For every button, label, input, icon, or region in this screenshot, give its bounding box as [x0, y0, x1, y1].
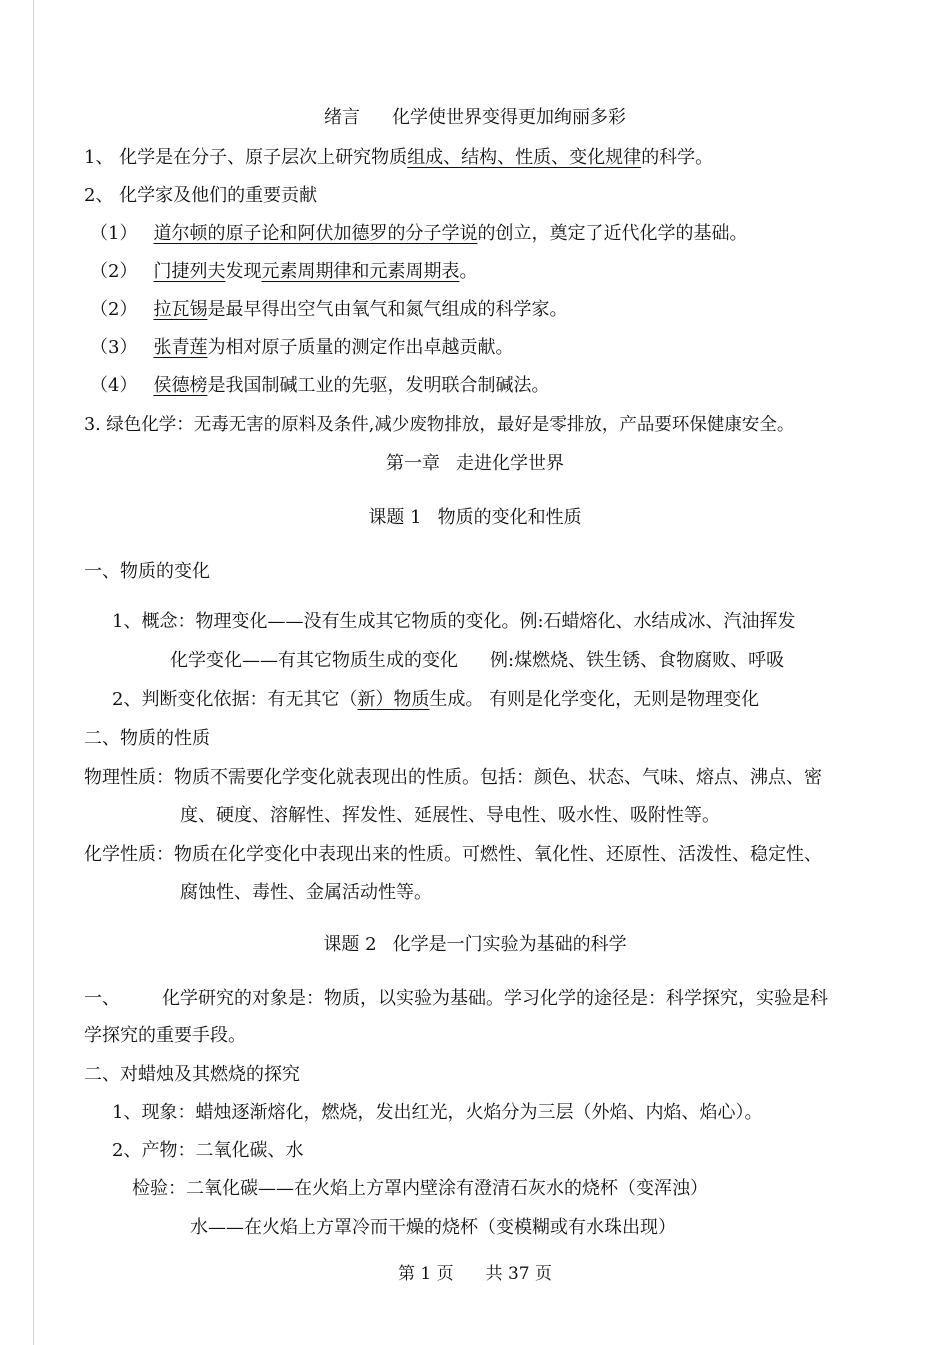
text: 生成。 有则是化学变化，无则是物理变化 [429, 689, 760, 710]
test-carbon-dioxide: 检验：二氧化碳——在火焰上方罩内壁涂有澄清石灰水的烧杯（变浑浊） [132, 1178, 708, 1199]
physical-properties-line-1: 物理性质：物质不需要化学变化就表现出的性质。包括：颜色、状态、气味、熔点、沸点、密 [84, 767, 822, 788]
item-text: 的创立，奠定了近代化学的基础。 [477, 223, 748, 244]
lesson-1-title [0, 506, 950, 530]
text: 化学研究的对象是：物质，以实验为基础。学习化学的途径是：科学探究，实验是科 [162, 988, 828, 1009]
chemist-name: 道尔顿的原子论和阿伏加德罗的分子学说 [153, 223, 478, 244]
item-text: 是我国制碱工业的先驱，发明联合制碱法。 [207, 375, 550, 396]
item-number: （2） [90, 299, 138, 320]
item-text: 为相对原子质量的测定作出卓越贡献。 [207, 337, 514, 358]
chemical-properties-line-1: 化学性质：物质在化学变化中表现出来的性质。可燃性、氧化性、还原性、活泼性、稳定性、 [84, 844, 822, 865]
item-text: 是最早得出空气由氧气和氮气组成的科学家。 [207, 299, 568, 320]
chemist-name: 拉瓦锡 [153, 299, 208, 320]
item-number: （3） [90, 337, 138, 358]
green-chemistry-paragraph: 3. 绿色化学：无毒无害的原料及条件,减少废物排放，最好是零排放，产品要环保健康安全。 [84, 415, 795, 435]
item-number: （1） [90, 223, 138, 244]
candle-phenomenon: 1、现象：蜡烛逐渐熔化，燃烧，发出红光，火焰分为三层（外焰、内焰、焰心）。 [112, 1102, 763, 1123]
contribution-item [90, 260, 477, 284]
text: 化学变化——有其它物质生成的变化 [170, 650, 458, 671]
contribution-item [90, 374, 549, 398]
page-total: 共 37 页 [485, 1264, 553, 1284]
underlined-text: 新）物质 [357, 689, 430, 710]
intro-paragraph-1 [84, 146, 713, 170]
item-number: 一、 [84, 988, 120, 1009]
text: 1、 化学是在分子、原子层次上研究物质 [84, 147, 408, 168]
section-heading: 二、对蜡烛及其燃烧的探究 [84, 1064, 300, 1085]
text: 的科学。 [641, 147, 714, 168]
page-edge [33, 0, 34, 1345]
item-text: 。 [459, 261, 478, 282]
chapter-number: 第一章 [386, 453, 440, 474]
concept-chemical-change [170, 649, 784, 673]
chemical-properties-line-2: 腐蚀性、毒性、金属活动性等。 [180, 882, 432, 903]
contribution-item [90, 222, 747, 246]
judgement-basis [112, 688, 759, 712]
underlined-text: 组成、结构、性质、变化规律 [407, 147, 642, 168]
lesson-name: 物质的变化和性质 [437, 507, 582, 528]
page-footer [0, 1262, 950, 1286]
lesson-2-paragraph-1 [84, 987, 828, 1011]
physical-properties-line-2: 度、硬度、溶解性、挥发性、延展性、导电性、吸水性、吸附性等。 [180, 805, 720, 826]
section-heading: 二、物质的性质 [84, 728, 210, 749]
concept-physical-change: 1、概念：物理变化——没有生成其它物质的变化。例:石蜡熔化、水结成冰、汽油挥发 [112, 611, 796, 632]
lesson-2-paragraph-1-cont: 学探究的重要手段。 [84, 1025, 246, 1046]
chemist-name: 张青莲 [153, 337, 208, 358]
chemist-name: 门捷列夫 [153, 261, 226, 282]
intro-title-text: 化学使世界变得更加绚丽多彩 [392, 107, 626, 128]
lesson-name: 化学是一门实验为基础的科学 [392, 934, 627, 955]
lesson-number: 课题 2 [323, 934, 377, 955]
candle-products: 2、产物：二氧化碳、水 [112, 1140, 304, 1161]
contribution-item [90, 336, 513, 360]
page-number: 第 1 页 [397, 1264, 454, 1284]
item-text: 发现 [225, 261, 262, 282]
chemist-name: 侯德榜 [153, 375, 208, 396]
intro-title [0, 106, 950, 130]
chapter-title [0, 452, 950, 476]
underlined-text: 元素周期律和元素周期表 [261, 261, 460, 282]
lesson-number: 课题 1 [368, 507, 422, 528]
contribution-item [90, 298, 567, 322]
intro-paragraph-2: 2、 化学家及他们的重要贡献 [84, 185, 318, 206]
lesson-2-title [0, 933, 950, 957]
item-number: （4） [90, 375, 138, 396]
item-number: （2） [90, 261, 138, 282]
text: 2、判断变化依据：有无其它（ [112, 689, 358, 710]
text: 例:煤燃烧、铁生锈、食物腐败、呼吸 [490, 650, 785, 671]
section-heading: 一、物质的变化 [84, 561, 210, 582]
intro-title-label: 绪言 [324, 107, 360, 128]
chapter-name: 走进化学世界 [456, 453, 564, 474]
test-water: 水——在火焰上方罩冷而干燥的烧杯（变模糊或有水珠出现） [190, 1217, 676, 1238]
